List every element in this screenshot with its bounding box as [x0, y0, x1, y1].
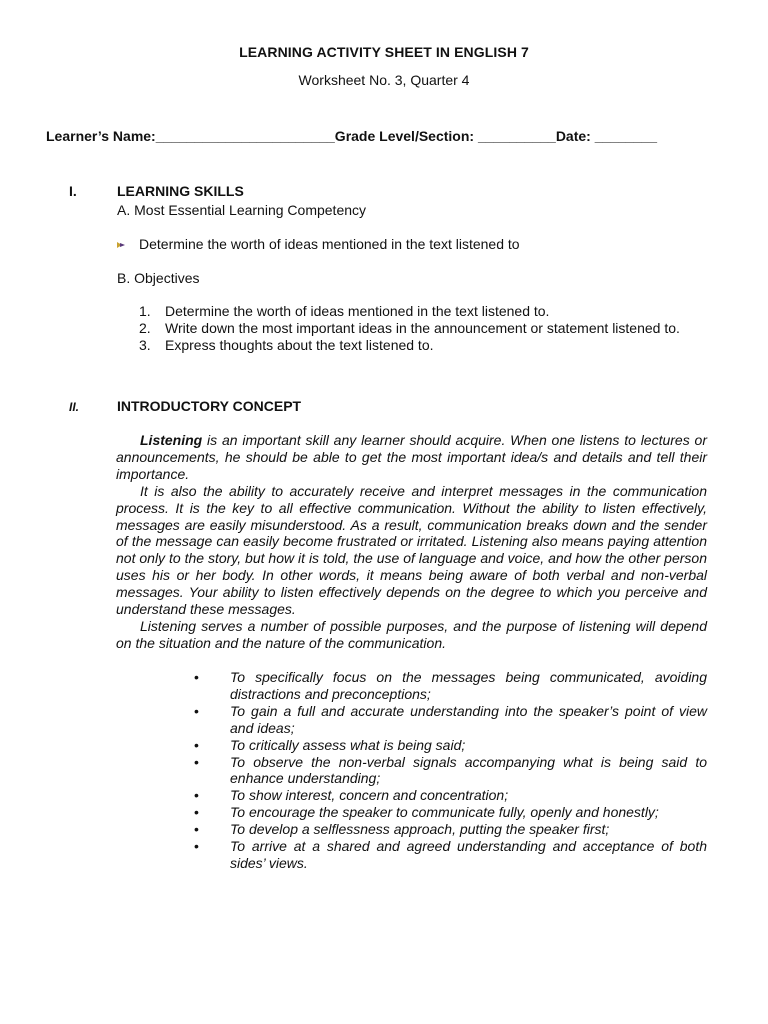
purpose-text: To arrive at a shared and agreed understanding and acceptance of both sides’ views.: [230, 838, 707, 871]
listening-term: Listening: [140, 432, 203, 448]
bullet-icon: •: [194, 753, 199, 770]
purpose-item: [186, 754, 707, 788]
bullet-icon: •: [194, 821, 199, 838]
bullet-icon: •: [194, 669, 199, 685]
bullet-icon: •: [194, 787, 199, 804]
objective-number: 2.: [139, 320, 151, 336]
purpose-text: To encourage the speaker to communicate fully, openly and honestly;: [230, 804, 659, 821]
bullet-icon: •: [194, 736, 199, 753]
objectives-list: [139, 303, 707, 354]
purpose-item: [186, 787, 707, 804]
intro-paragraph-1-text: is an important skill any learner should acquire. When one listens to lectures or announcements, he should be able to get the most important idea/s and details and tell their importance.: [116, 432, 707, 482]
objective-item: [139, 337, 707, 354]
purpose-item: [186, 737, 707, 754]
purpose-item: [186, 821, 707, 838]
purposes-list: [186, 669, 707, 872]
section-2-number: II.: [69, 400, 80, 414]
section-1-heading: LEARNING SKILLS: [117, 183, 244, 199]
purpose-text: To develop a selflessness approach, putting the speaker first;: [230, 821, 610, 838]
purpose-text: To show interest, concern and concentration;: [230, 787, 509, 804]
competency-text: Determine the worth of ideas mentioned in the text listened to: [139, 236, 520, 252]
section-2-heading: INTRODUCTORY CONCEPT: [117, 398, 302, 414]
bullet-icon: •: [194, 702, 199, 719]
intro-paragraph-1: [116, 432, 707, 483]
objective-text: Write down the most important ideas in the announcement or statement listened to.: [165, 320, 680, 336]
bullet-icon: •: [194, 838, 199, 855]
purpose-text: To specifically focus on the messages being communicated, avoiding distractions and preconceptions;: [230, 669, 707, 702]
objective-number: 3.: [139, 337, 151, 353]
competency-label: A. Most Essential Learning Competency: [117, 202, 367, 218]
bullet-icon: •: [194, 804, 199, 821]
intro-paragraph-3: Listening serves a number of possible purposes, and the purpose of listening will depend on the situation and the nature of the communication.: [116, 617, 707, 651]
objective-item: [139, 303, 707, 320]
objective-text: Express thoughts about the text listened to.: [165, 337, 434, 353]
purpose-text: To critically assess what is being said;: [230, 736, 466, 753]
section-1-number: I.: [69, 183, 77, 199]
intro-paragraph-2: It is also the ability to accurately receive and interpret messages in the communication process. It is the key to all effective communication. Without the ability to listen effectively, messages are easily misunderstood. As a result, communication breaks down and the sender of the message can easily become frustrated or irritated. Listening also means paying attention not only to the story, but how it is told, the use of language and voice, and how the other person uses his or her body. In other words, it means being aware of both verbal and non-verbal messages. Your ability to listen effectively depends on the degree to which you perceive and understand these messages.: [116, 482, 707, 618]
objective-item: [139, 320, 707, 337]
arrow-bullet-icon: [116, 240, 126, 250]
worksheet-title: LEARNING ACTIVITY SHEET IN ENGLISH 7: [239, 44, 529, 60]
worksheet-subtitle: Worksheet No. 3, Quarter 4: [298, 72, 470, 88]
objective-number: 1.: [139, 303, 151, 319]
purpose-item: [186, 838, 707, 872]
learner-info-line: Learner’s Name:_______________________Grade Level/Section: __________Date: ________: [46, 128, 658, 144]
objectives-label: B. Objectives: [117, 270, 200, 286]
purpose-text: To gain a full and accurate understanding into the speaker’s point of view and ideas;: [230, 702, 707, 736]
purpose-text: To observe the non-verbal signals accompanying what is being said to enhance understanding;: [230, 753, 707, 787]
introductory-concept-text: [116, 432, 707, 652]
objective-text: Determine the worth of ideas mentioned in the text listened to.: [165, 303, 550, 319]
purpose-item: [186, 669, 707, 703]
purpose-item: [186, 703, 707, 737]
purpose-item: [186, 804, 707, 821]
